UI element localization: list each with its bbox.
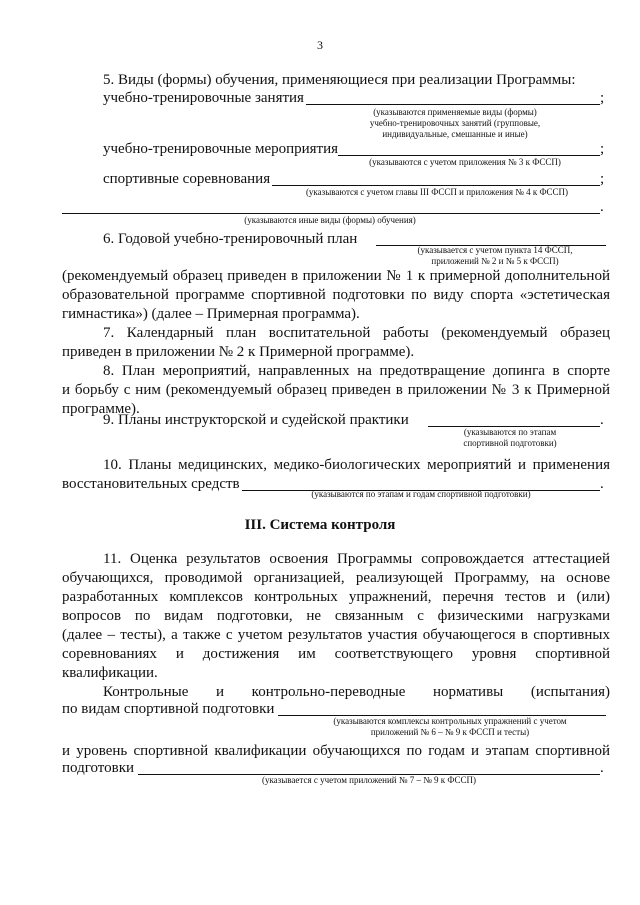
hint-trainings: (указываются применяемые виды (формы) учебно-тренировочных занятий (групповые, индивидуальные, смешанные и иные) — [369, 107, 541, 139]
hint-events: (указываются с учетом приложения № 3 к ФССП) — [369, 157, 561, 167]
fill-line — [306, 104, 600, 105]
item-5-competitions-label: спортивные соревнования — [103, 171, 271, 187]
item-11-line: обучающихся, проводимой организацией, реализующей Программу, на основе — [62, 570, 610, 586]
item-11-line: Контрольные и контрольно-переводные нормативы (испытания) — [103, 684, 610, 700]
hint-practice: (указываются по этапам спортивной подготовки) — [463, 427, 557, 448]
item-6-line: гимнастика») (далее – Примерная программа). — [62, 306, 360, 322]
item-10-line: 10. Планы медицинских, медико-биологических мероприятий и применения — [103, 457, 610, 473]
item-5-trainings-label: учебно-тренировочные занятия — [103, 90, 304, 106]
period: . — [600, 412, 604, 428]
item-10-line: восстановительных средств — [62, 476, 240, 492]
item-11-line: по видам спортивной подготовки — [62, 701, 275, 717]
item-7-line: приведен в приложении № 2 к Примерной программе). — [62, 344, 415, 360]
semicolon: ; — [600, 90, 605, 106]
item-5-events-label: учебно-тренировочные мероприятия — [103, 141, 339, 157]
period: . — [600, 476, 604, 492]
item-6-title: 6. Годовой учебно-тренировочный план — [103, 231, 358, 247]
semicolon: ; — [600, 171, 605, 187]
item-8-line: 8. План мероприятий, направленных на предотвращение допинга в спорте — [103, 363, 610, 379]
period: . — [600, 760, 604, 776]
item-11-line: и уровень спортивной квалификации обучающихся по годам и этапам спортивной — [62, 743, 610, 759]
item-11-line: разработанных комплексов контрольных упражнений, перечня тестов и (или) — [62, 589, 610, 605]
section-heading: III. Система контроля — [244, 517, 396, 533]
item-6-line: (рекомендуемый образец приведен в приложении № 1 к примерной дополнительной — [62, 268, 610, 284]
fill-line — [62, 213, 600, 214]
item-11-line: (далее – тесты), а также с учетом результатов участия обучающегося в спортивных — [62, 627, 610, 643]
item-11-line: квалификации. — [62, 665, 158, 681]
item-6-line: образовательной программе спортивной подготовки по виду спорта «эстетическая — [62, 287, 610, 303]
hint-annual-plan: (указывается с учетом пункта 14 ФССП, приложений № 2 и № 5 к ФССП) — [417, 245, 573, 266]
item-11-line: соревнованиях и достижения им соответствующего уровня спортивной — [62, 646, 610, 662]
item-5-title: 5. Виды (формы) обучения, применяющиеся при реализации Программы: — [103, 72, 576, 88]
item-11-line: вопросов по видам подготовки, не связанным с физическими нагрузками — [62, 608, 610, 624]
hint-competitions: (указываются с учетом главы III ФССП и приложения № 4 к ФССП) — [305, 187, 569, 197]
item-8-line: программе). — [62, 401, 140, 417]
hint-other-types: (указываются иные виды (формы) обучения) — [244, 215, 416, 225]
hint-qualification: (указывается с учетом приложений № 7 – № 9 к ФССП) — [261, 775, 477, 785]
item-7-line: 7. Календарный план воспитательной работы (рекомендуемый образец — [103, 325, 610, 341]
item-8-line: и борьбу с ним (рекомендуемый образец приведен в приложении № 3 к Примерной — [62, 382, 610, 398]
page-number: 3 — [317, 38, 323, 52]
item-11-line: 11. Оценка результатов освоения Программы сопровождается аттестацией — [103, 551, 610, 567]
hint-medical: (указываются по этапам и годам спортивной подготовки) — [311, 489, 531, 499]
semicolon: ; — [600, 141, 605, 157]
item-11-line: подготовки — [62, 760, 135, 776]
item-9-title: 9. Планы инструкторской и судейской практики — [103, 412, 409, 428]
period: . — [600, 199, 604, 215]
hint-standards: (указываются комплексы контрольных упражнений с учетом приложений № 6 – № 9 к ФССП и тесты) — [333, 716, 567, 737]
fill-line — [338, 155, 600, 156]
fill-line — [272, 185, 600, 186]
